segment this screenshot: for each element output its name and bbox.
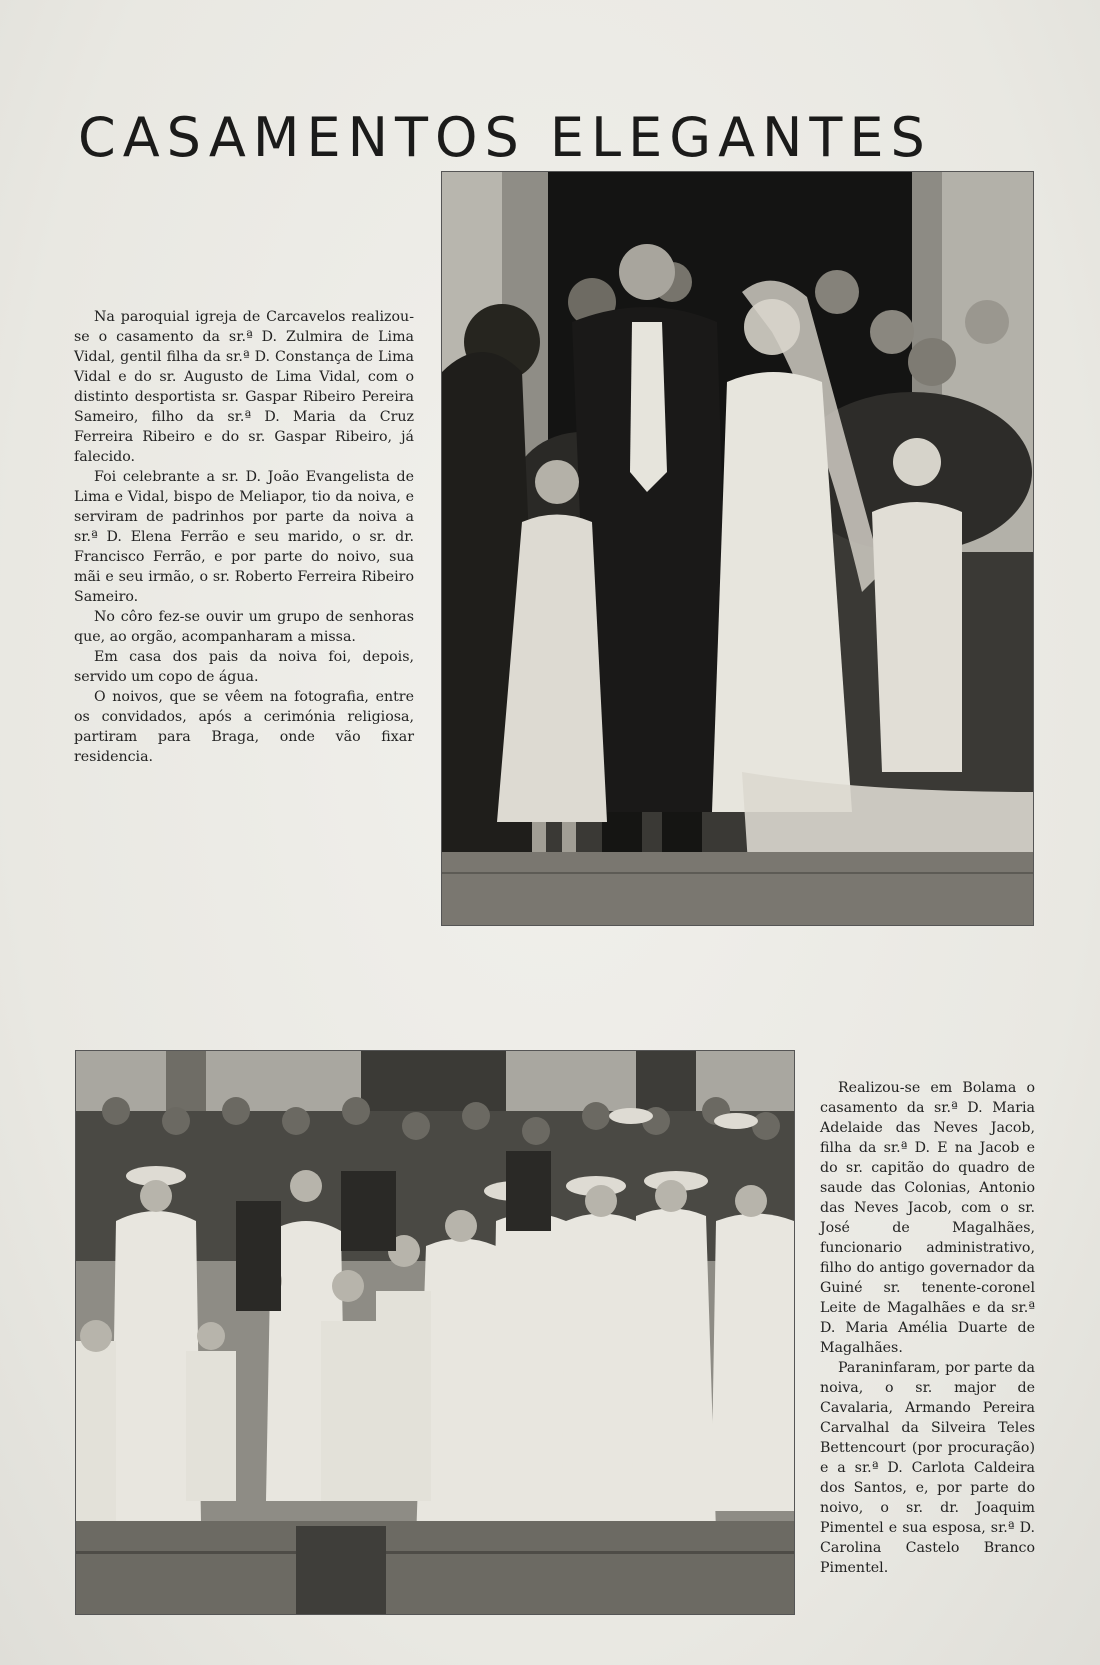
wedding-photo-bolama [75, 1050, 795, 1615]
wedding-photo-carcavelos [441, 171, 1034, 926]
bottom-story-paragraph-2: Paraninfaram, por parte da noiva, o sr. major de Cavalaria, Armando Pereira Carvalhal da Silveira Teles Bettencourt (por procuração) e a sr.ª D. Carlota Caldeira dos Santos, e, por parte do noivo, o sr. dr. Joaquim Pimentel e sua esposa, sr.ª D. Carolina Castelo Branco Pimentel. [820, 1360, 1035, 1576]
bottom-story-paragraph-1: Realizou-se em Bolama o casamento da sr.ª D. Maria Adelaide das Neves Jacob, filha da sr.ª D. E na Jacob e do sr. capitão do quadro de saude das Colonias, Antonio das Neves Jacob, com o sr. José de Magalhães, funcionario administrativo, filho do antigo governador da Guiné sr. tenente-coronel Leite de Magalhães e da sr.ª D. Maria Amélia Duarte de Magalhães. [820, 1080, 1035, 1356]
top-story-paragraph-4: Em casa dos pais da noiva foi, depois, servido um copo de água. [74, 649, 414, 685]
top-story-text [74, 307, 414, 767]
top-story-paragraph-3: No côro fez-se ouvir um grupo de senhoras que, ao orgão, acompanharam a missa. [74, 609, 414, 645]
top-story-paragraph-1: Na paroquial igreja de Carcavelos realizou-se o casamento da sr.ª D. Zulmira de Lima Vidal, gentil filha da sr.ª D. Constança de Lima Vidal e do sr. Augusto de Lima Vidal, com o distinto desportista sr. Gaspar Ribeiro Pereira Sameiro, filho da sr.ª D. Maria da Cruz Ferreira Ribeiro e do sr. Gaspar Ribeiro, já falecido. [74, 309, 414, 465]
top-story-paragraph-5: O noivos, que se vêem na fotografia, entre os convidados, após a cerimónia religiosa, partiram para Braga, onde vão fixar residencia. [74, 689, 414, 765]
bottom-story-text [820, 1078, 1035, 1578]
top-story-paragraph-2: Foi celebrante a sr. D. João Evangelista de Lima e Vidal, bispo de Meliapor, tio da noiva, e serviram de padrinhos por parte da noiva a sr.ª D. Elena Ferrão e seu marido, o sr. dr. Francisco Ferrão, e por parte do noivo, sua mãi e seu irmão, o sr. Roberto Ferreira Ribeiro Sameiro. [74, 469, 414, 605]
page-title: CASAMENTOS ELEGANTES [78, 106, 932, 170]
